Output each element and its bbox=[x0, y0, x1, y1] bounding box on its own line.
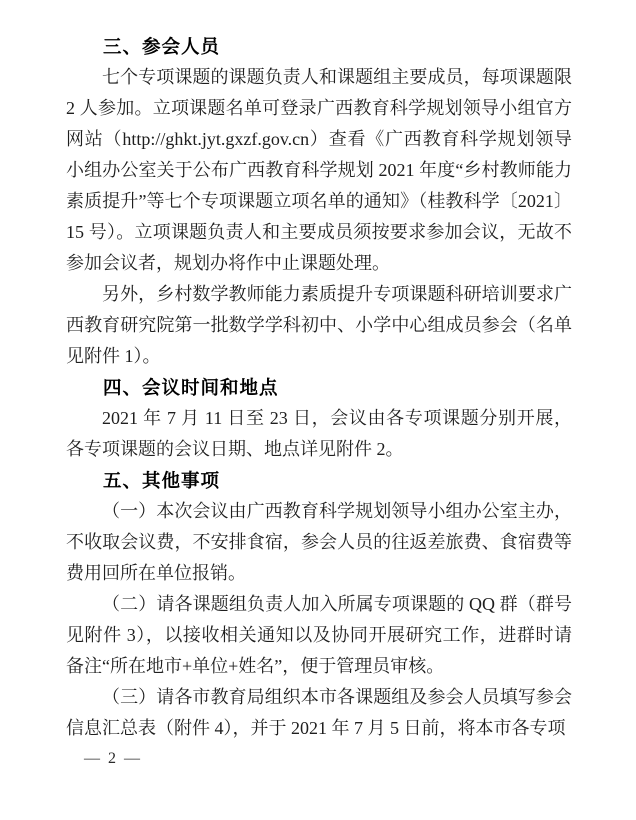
paragraph-time-place: 2021 年 7 月 11 日至 23 日，会议由各专项课题分别开展，各专项课题的会议日期、地点详见附件 2。 bbox=[66, 408, 572, 459]
section-heading-other-matters: 五、其他事项 bbox=[103, 470, 221, 491]
paragraph-other-matters-2: （二）请各课题组负责人加入所属专项课题的 QQ 群（群号见附件 3），以接收相关通知以及协同开展研究工作，进群时请备注“所在地市+单位+姓名”，便于管理员审核。 bbox=[66, 594, 572, 676]
paragraph-participants-main: 七个专项课题的课题负责人和课题组主要成员，每项课题限 2 人参加。立项课题名单可登录广西教育科学规划领导小组官方网站（http://ghkt.jyt.gxzf.gov.cn）查看《广西教育科学规划领导小组办公室关于公布广西教育科学规划 2021 年度“乡村教师能力素质提升”等七个专项课题立项名单的通知》（桂教科学〔2021〕15 号）。立项课题负责人和主要成员须按要求参加会议，无故不参加会议者，规划办将作中止课题处理。 bbox=[66, 67, 572, 273]
paragraph-participants-additional: 另外，乡村数学教师能力素质提升专项课题科研培训要求广西教育研究院第一批数学学科初中、小学中心组成员参会（名单见附件 1）。 bbox=[66, 284, 572, 366]
document-body bbox=[66, 31, 572, 744]
paragraph-other-matters-1: （一）本次会议由广西教育科学规划领导小组办公室主办，不收取会议费，不安排食宿，参会人员的往返差旅费、食宿费等费用回所在单位报销。 bbox=[66, 501, 572, 583]
section-heading-time-place: 四、会议时间和地点 bbox=[103, 377, 279, 398]
paragraph-other-matters-3: （三）请各市教育局组织本市各课题组及参会人员填写参会信息汇总表（附件 4），并于 2021 年 7 月 5 日前，将本市各专项 bbox=[66, 687, 572, 738]
section-heading-participants: 三、参会人员 bbox=[103, 36, 221, 57]
page-number: — 2 — bbox=[84, 750, 142, 767]
